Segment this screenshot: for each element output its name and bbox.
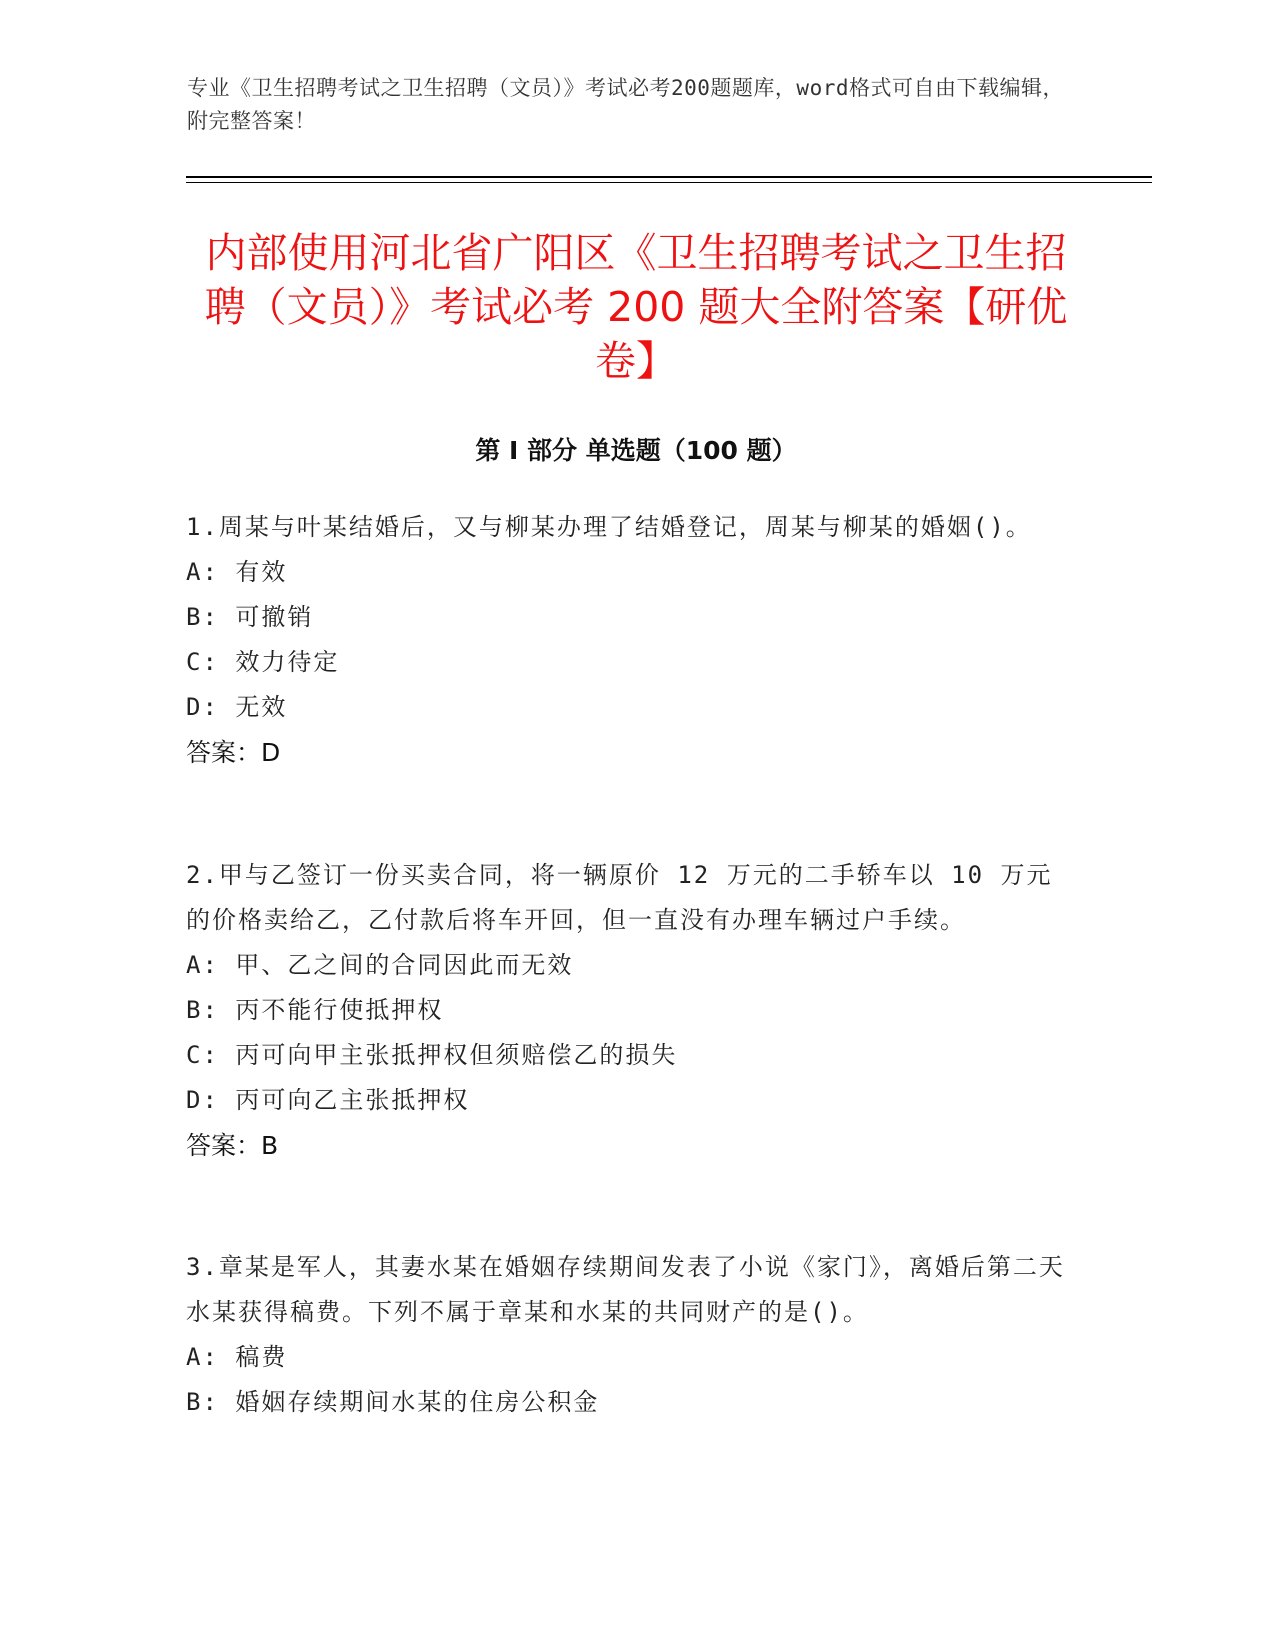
question-stem: 3.章某是军人，其妻水某在婚姻存续期间发表了小说《家门》，离婚后第二天水某获得稿费。下列不属于章某和水某的共同财产的是()。: [186, 1253, 1065, 1326]
document-title: 内部使用河北省广阳区《卫生招聘考试之卫生招聘（文员）》考试必考 200 题大全附答案【研优卷】: [204, 229, 1068, 385]
question-stem: 2.甲与乙签订一份买卖合同，将一辆原价 12 万元的二手轿车以 10 万元的价格卖给乙，乙付款后将车开回，但一直没有办理车辆过户手续。: [186, 861, 1053, 934]
question-2: [186, 853, 1066, 1168]
option-a: A: 甲、乙之间的合同因此而无效: [186, 951, 574, 979]
option-a: A: 稿费: [186, 1343, 288, 1371]
answer: 答案：D: [186, 738, 281, 767]
option-d: D: 无效: [186, 693, 288, 721]
header-divider-thin: [186, 182, 1152, 183]
option-b: B: 丙不能行使抵押权: [186, 996, 444, 1024]
answer: 答案：B: [186, 1131, 279, 1160]
option-a: A: 有效: [186, 558, 288, 586]
header-divider-thick: [186, 176, 1152, 178]
question-1: [186, 505, 1066, 775]
header-note: 专业《卫生招聘考试之卫生招聘（文员）》考试必考200题题库，word格式可自由下载编辑，附完整答案！: [187, 76, 1064, 133]
question-3: [186, 1245, 1066, 1425]
option-d: D: 丙可向乙主张抵押权: [186, 1086, 470, 1114]
option-b: B: 可撤销: [186, 603, 314, 631]
option-c: C: 效力待定: [186, 648, 340, 676]
question-stem: 1.周某与叶某结婚后，又与柳某办理了结婚登记，周某与柳某的婚姻()。: [186, 513, 1032, 541]
section-title: 第 I 部分 单选题（100 题）: [475, 436, 797, 465]
option-c: C: 丙可向甲主张抵押权但须赔偿乙的损失: [186, 1041, 678, 1069]
option-b: B: 婚姻存续期间水某的住房公积金: [186, 1388, 600, 1416]
